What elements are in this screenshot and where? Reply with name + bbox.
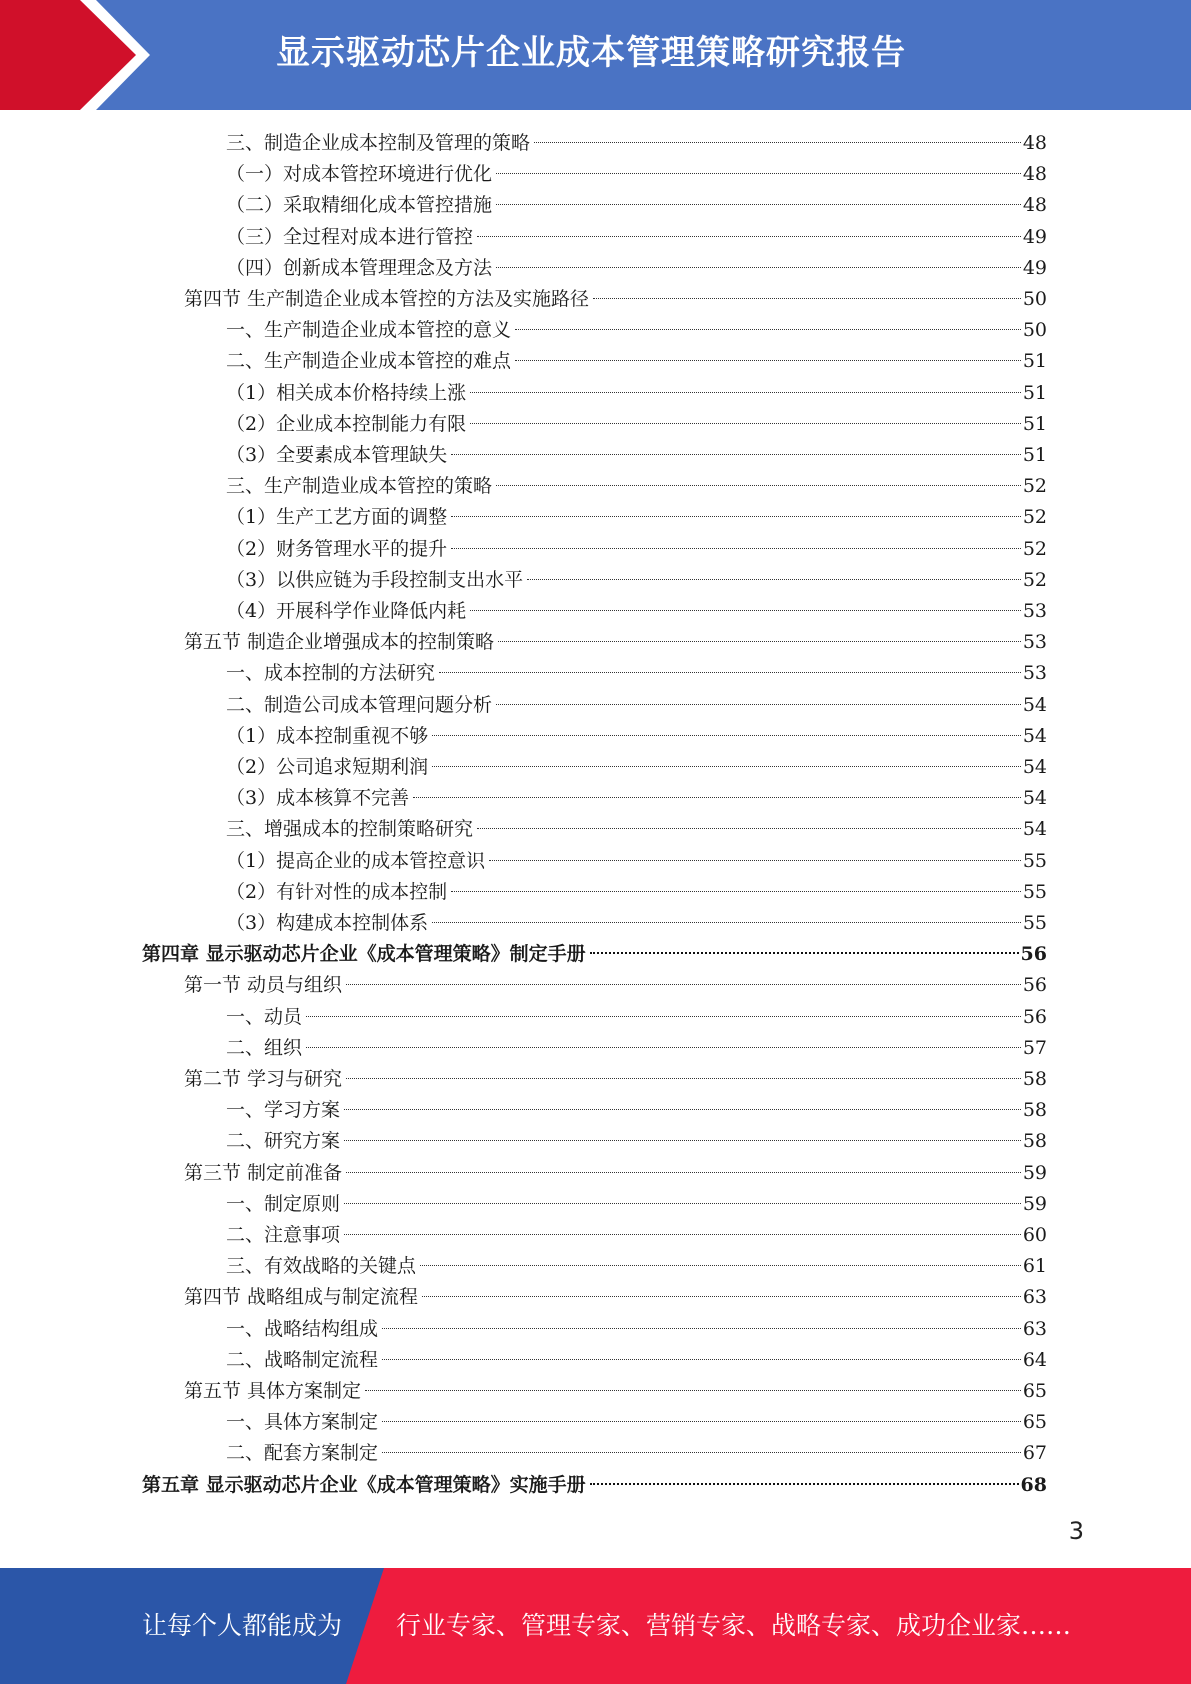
toc-entry-title: 二、配套方案制定 <box>226 1442 379 1465</box>
toc-entry[interactable] <box>226 1002 1047 1033</box>
toc-entry-page: 55 <box>1022 880 1047 903</box>
toc-dot-leader <box>451 548 1021 549</box>
toc-entry-page: 58 <box>1022 1099 1047 1122</box>
toc-entry[interactable] <box>184 1158 1047 1189</box>
toc-entry-page: 59 <box>1022 1192 1047 1215</box>
toc-entry-page: 57 <box>1022 1036 1047 1059</box>
toc-entry[interactable] <box>184 970 1047 1001</box>
toc-dot-leader <box>470 610 1021 611</box>
toc-entry-page: 55 <box>1022 912 1047 934</box>
toc-entry-title: （1）生产工艺方面的调整 <box>226 506 448 529</box>
toc-entry-title: 三、增强成本的控制策略研究 <box>226 818 474 841</box>
toc-entry-page: 50 <box>1022 288 1047 310</box>
toc-entry-title: 第二节 学习与研究 <box>184 1068 343 1090</box>
toc-entry-page: 56 <box>1022 1005 1047 1028</box>
toc-entry-title: 二、研究方案 <box>226 1130 341 1153</box>
toc-entry-title: 二、制造公司成本管理问题分析 <box>226 693 493 716</box>
toc-chapter-entry[interactable] <box>142 939 1047 970</box>
toc-dot-leader <box>432 735 1021 736</box>
toc-entry-title: 第四节 生产制造企业成本管控的方法及实施路径 <box>184 288 590 310</box>
toc-entry-page: 63 <box>1022 1317 1047 1340</box>
toc-entry-page: 68 <box>1020 1473 1047 1496</box>
toc-entry[interactable] <box>184 1376 1047 1407</box>
toc-entry-title: 一、战略结构组成 <box>226 1317 379 1340</box>
toc-entry-page: 48 <box>1022 163 1047 186</box>
toc-entry-page: 48 <box>1022 194 1047 217</box>
toc-entry-title: （2）财务管理水平的提升 <box>226 537 448 560</box>
toc-dot-leader <box>344 1203 1021 1204</box>
toc-dot-leader <box>496 267 1021 268</box>
toc-entry-page: 65 <box>1022 1380 1047 1402</box>
toc-entry[interactable] <box>226 658 1047 689</box>
toc-entry[interactable] <box>226 128 1047 159</box>
toc-dot-leader <box>344 1140 1021 1141</box>
toc-entry-page: 54 <box>1022 724 1047 747</box>
toc-entry-page: 52 <box>1022 568 1047 591</box>
toc-entry-title: （3）全要素成本管理缺失 <box>226 444 448 466</box>
toc-dot-leader <box>451 891 1021 892</box>
toc-entry-title: 二、战略制定流程 <box>226 1348 379 1371</box>
toc-entry-page: 54 <box>1022 818 1047 841</box>
toc-entry-title: 一、生产制造企业成本管控的意义 <box>226 319 512 342</box>
toc-entry[interactable] <box>226 1345 1047 1376</box>
toc-entry[interactable] <box>184 627 1047 658</box>
toc-dot-leader <box>432 766 1021 767</box>
toc-entry-page: 52 <box>1022 475 1047 498</box>
toc-entry[interactable] <box>226 752 1047 783</box>
toc-entry-page: 64 <box>1022 1348 1047 1371</box>
toc-entry[interactable] <box>226 846 1047 877</box>
toc-entry-page: 50 <box>1022 319 1047 342</box>
toc-entry-page: 51 <box>1022 444 1047 466</box>
toc-entry-title: （4）开展科学作业降低内耗 <box>226 600 467 622</box>
toc-entry[interactable] <box>226 159 1047 190</box>
toc-entry-title: （二）采取精细化成本管控措施 <box>226 194 493 217</box>
toc-entry-title: （1）提高企业的成本管控意识 <box>226 849 486 872</box>
toc-dot-leader <box>496 204 1021 205</box>
toc-entry-page: 54 <box>1022 693 1047 716</box>
toc-dot-leader <box>422 1296 1021 1297</box>
toc-entry-title: （3）成本核算不完善 <box>226 787 410 810</box>
toc-entry-title: 第三节 制定前准备 <box>184 1161 343 1184</box>
toc-dot-leader <box>489 860 1021 861</box>
toc-dot-leader <box>420 1265 1021 1266</box>
toc-entry[interactable] <box>184 1064 1047 1095</box>
toc-entry-page: 53 <box>1022 662 1047 685</box>
toc-entry-page: 63 <box>1022 1286 1047 1309</box>
toc-entry-title: 第五节 具体方案制定 <box>184 1380 362 1402</box>
toc-entry-title: （1）相关成本价格持续上涨 <box>226 381 467 404</box>
toc-entry[interactable] <box>226 877 1047 908</box>
toc-entry-page: 58 <box>1022 1068 1047 1090</box>
toc-dot-leader <box>344 1234 1021 1235</box>
toc-entry[interactable] <box>226 409 1047 440</box>
toc-dot-leader <box>590 952 1019 954</box>
toc-entry[interactable] <box>226 471 1047 502</box>
toc-dot-leader <box>346 984 1021 985</box>
toc-entry[interactable] <box>184 284 1047 315</box>
toc-entry-title: 一、具体方案制定 <box>226 1411 379 1434</box>
toc-entry[interactable] <box>226 1126 1047 1157</box>
toc-entry-title: （1）成本控制重视不够 <box>226 724 429 747</box>
toc-entry[interactable] <box>226 721 1047 752</box>
toc-entry-title: 第一节 动员与组织 <box>184 974 343 997</box>
toc-entry[interactable] <box>226 596 1047 627</box>
toc-entry-title: 三、有效战略的关键点 <box>226 1255 417 1278</box>
footer-slogan-left: 让每个人都能成为 <box>142 1611 343 1640</box>
toc-dot-leader <box>496 704 1021 705</box>
toc-entry-page: 53 <box>1022 631 1047 654</box>
toc-dot-leader <box>306 1047 1021 1048</box>
toc-dot-leader <box>365 1390 1021 1391</box>
toc-dot-leader <box>344 1109 1021 1110</box>
toc-dot-leader <box>470 423 1021 424</box>
toc-dot-leader <box>432 922 1021 923</box>
toc-dot-leader <box>382 1421 1021 1422</box>
toc-entry-page: 52 <box>1022 506 1047 529</box>
toc-entry-page: 51 <box>1022 381 1047 404</box>
footer-slogan-right: 行业专家、管理专家、营销专家、战略专家、成功企业家…… <box>396 1611 1072 1640</box>
toc-entry-title: （2）有针对性的成本控制 <box>226 880 448 903</box>
toc-entry-title: （一）对成本管控环境进行优化 <box>226 163 493 186</box>
toc-entry-page: 60 <box>1022 1224 1047 1246</box>
toc-entry-page: 56 <box>1022 974 1047 997</box>
toc-entry[interactable] <box>226 565 1047 596</box>
toc-entry-title: （三）全过程对成本进行管控 <box>226 225 474 248</box>
toc-entry[interactable] <box>226 783 1047 814</box>
toc-entry-title: 一、学习方案 <box>226 1099 341 1122</box>
toc-entry-title: 第五章 显示驱动芯片企业《成本管理策略》实施手册 <box>142 1473 586 1496</box>
toc-entry-title: 第五节 制造企业增强成本的控制策略 <box>184 631 495 654</box>
toc-entry-title: 一、成本控制的方法研究 <box>226 662 436 685</box>
page-footer <box>0 1568 1191 1684</box>
toc-dot-leader <box>470 392 1021 393</box>
toc-entry[interactable] <box>226 315 1047 346</box>
toc-entry[interactable] <box>226 1251 1047 1282</box>
toc-entry[interactable] <box>226 690 1047 721</box>
toc-entry-page: 61 <box>1022 1255 1047 1278</box>
toc-entry-title: 二、生产制造企业成本管控的难点 <box>226 350 512 373</box>
toc-entry-title: 第四节 战略组成与制定流程 <box>184 1286 419 1309</box>
toc-entry-title: （3）以供应链为手段控制支出水平 <box>226 568 524 591</box>
toc-entry[interactable] <box>184 1282 1047 1313</box>
toc-dot-leader <box>590 1483 1019 1485</box>
toc-entry[interactable] <box>226 190 1047 221</box>
toc-entry-page: 67 <box>1022 1442 1047 1465</box>
toc-entry[interactable] <box>226 814 1047 845</box>
toc-dot-leader <box>496 485 1021 486</box>
toc-entry-page: 51 <box>1022 350 1047 373</box>
toc-dot-leader <box>527 579 1021 580</box>
toc-dot-leader <box>451 516 1021 517</box>
toc-entry-title: （3）构建成本控制体系 <box>226 912 429 934</box>
toc-dot-leader <box>346 1172 1021 1173</box>
toc-entry-page: 49 <box>1022 225 1047 248</box>
toc-dot-leader <box>306 1016 1021 1017</box>
toc-entry-page: 48 <box>1022 132 1047 154</box>
toc-entry-title: 三、制造企业成本控制及管理的策略 <box>226 132 531 154</box>
toc-dot-leader <box>382 1328 1021 1329</box>
toc-entry[interactable] <box>226 534 1047 565</box>
toc-entry[interactable] <box>226 346 1047 377</box>
toc-entry[interactable] <box>226 1033 1047 1064</box>
toc-entry-page: 55 <box>1022 849 1047 872</box>
toc-dot-leader <box>496 173 1021 174</box>
toc-entry-page: 51 <box>1022 412 1047 435</box>
toc-dot-leader <box>515 360 1021 361</box>
toc-entry-page: 49 <box>1022 256 1047 279</box>
toc-entry[interactable] <box>226 1314 1047 1345</box>
page-number: 3 <box>1068 1517 1084 1545</box>
toc-entry-page: 59 <box>1022 1161 1047 1184</box>
toc-entry[interactable] <box>226 908 1047 939</box>
toc-chapter-entry[interactable] <box>142 1470 1047 1501</box>
toc-dot-leader <box>346 1078 1021 1079</box>
toc-entry-title: 二、注意事项 <box>226 1224 341 1246</box>
toc-entry-page: 65 <box>1022 1411 1047 1434</box>
toc-dot-leader <box>439 672 1021 673</box>
toc-dot-leader <box>451 454 1021 455</box>
toc-entry[interactable] <box>226 1220 1047 1251</box>
toc-entry-page: 53 <box>1022 600 1047 622</box>
toc-dot-leader <box>534 142 1021 143</box>
page-header <box>0 0 1191 110</box>
toc-dot-leader <box>593 298 1021 299</box>
toc-entry-page: 56 <box>1020 943 1047 966</box>
toc-dot-leader <box>498 641 1021 642</box>
toc-entry-title: 一、动员 <box>226 1005 303 1028</box>
toc-entry-page: 54 <box>1022 756 1047 778</box>
toc-entry-page: 58 <box>1022 1130 1047 1153</box>
toc-entry-title: 二、组织 <box>226 1036 303 1059</box>
toc-entry-title: 一、制定原则 <box>226 1192 341 1215</box>
toc-entry-page: 54 <box>1022 787 1047 810</box>
toc-entry[interactable] <box>226 222 1047 253</box>
toc-dot-leader <box>382 1359 1021 1360</box>
toc-entry[interactable] <box>226 440 1047 471</box>
toc-dot-leader <box>477 236 1021 237</box>
toc-entry[interactable] <box>226 253 1047 284</box>
toc-entry-page: 52 <box>1022 537 1047 560</box>
toc-entry[interactable] <box>226 1095 1047 1126</box>
document-title: 显示驱动芯片企业成本管理策略研究报告 <box>276 33 906 73</box>
toc-entry[interactable] <box>226 1438 1047 1469</box>
toc-entry[interactable] <box>226 1189 1047 1220</box>
toc-dot-leader <box>515 329 1021 330</box>
toc-entry[interactable] <box>226 378 1047 409</box>
toc-dot-leader <box>413 797 1021 798</box>
toc-entry[interactable] <box>226 1407 1047 1438</box>
toc-dot-leader <box>477 828 1021 829</box>
toc-entry-title: （2）企业成本控制能力有限 <box>226 412 467 435</box>
toc-entry-title: 第四章 显示驱动芯片企业《成本管理策略》制定手册 <box>142 943 586 966</box>
toc-entry-title: 三、生产制造业成本管控的策略 <box>226 475 493 498</box>
toc-dot-leader <box>382 1452 1021 1453</box>
toc-entry-title: （2）公司追求短期利润 <box>226 756 429 778</box>
toc-entry[interactable] <box>226 502 1047 533</box>
toc-entry-title: （四）创新成本管理理念及方法 <box>226 256 493 279</box>
